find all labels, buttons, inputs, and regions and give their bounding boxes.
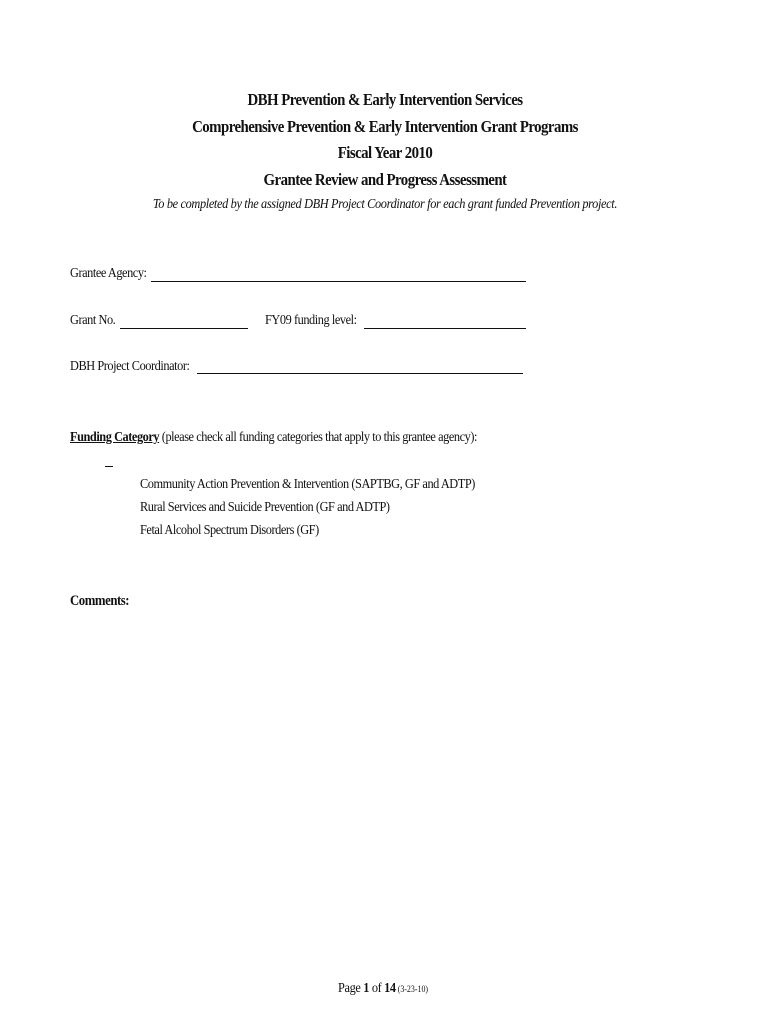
page-footer — [338, 981, 428, 997]
coordinator-label: DBH Project Coordinator: — [70, 359, 190, 374]
total-pages: 14 — [384, 981, 396, 996]
of-word: of — [369, 981, 385, 996]
funding-category-heading — [70, 430, 477, 446]
category-checkbox-marker[interactable] — [105, 466, 113, 467]
header-title: DBH Prevention & Early Intervention Services — [247, 90, 523, 109]
form-instructions: To be completed by the assigned DBH Project Coordinator for each grant funded Prevention project. — [152, 197, 618, 212]
coordinator-field[interactable] — [197, 373, 523, 374]
category-rural-suicide[interactable]: Rural Services and Suicide Prevention (GF and ADTP) — [140, 500, 390, 515]
comments-label: Comments: — [70, 593, 130, 609]
revision-date: (3-23-10) — [395, 984, 429, 994]
funding-category-label: Funding Category — [70, 430, 160, 445]
header-form-title: Grantee Review and Progress Assessment — [263, 170, 507, 189]
header-fiscal-year: Fiscal Year 2010 — [337, 143, 433, 162]
header-program: Comprehensive Prevention & Early Intervention Grant Programs — [192, 117, 578, 136]
category-community-action[interactable]: Community Action Prevention & Intervention (SAPTBG, GF and ADTP) — [140, 477, 475, 492]
grantee-agency-field[interactable] — [151, 281, 526, 282]
funding-level-label: FY09 funding level: — [265, 313, 357, 328]
funding-level-field[interactable] — [364, 328, 526, 329]
grantee-agency-label: Grantee Agency: — [70, 266, 147, 281]
category-fetal-alcohol[interactable]: Fetal Alcohol Spectrum Disorders (GF) — [140, 523, 319, 538]
grant-no-label: Grant No. — [70, 313, 116, 328]
page-word: Page — [338, 981, 364, 996]
funding-category-note: (please check all funding categories that apply to this grantee agency): — [159, 430, 477, 445]
current-page-number: 1 — [363, 981, 370, 996]
grant-no-field[interactable] — [120, 328, 248, 329]
